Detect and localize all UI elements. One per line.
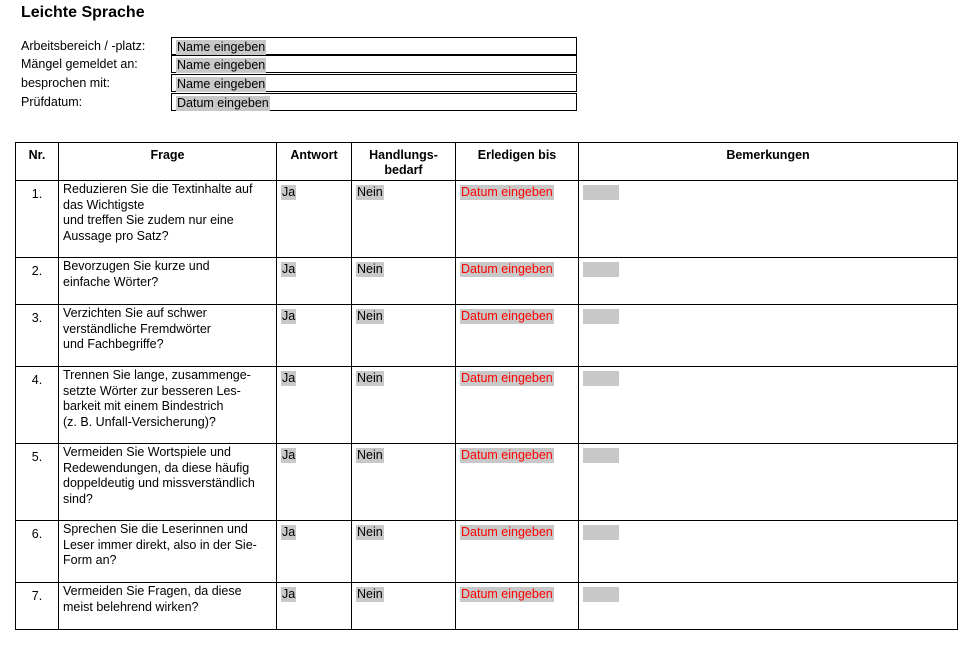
answer-dropdown[interactable]: Ja bbox=[282, 371, 296, 385]
row-question bbox=[59, 583, 277, 630]
action-needed-dropdown[interactable]: Nein bbox=[357, 185, 383, 199]
row-answer-cell[interactable] bbox=[277, 181, 352, 258]
row-action-needed-cell[interactable] bbox=[352, 367, 456, 444]
table-row bbox=[16, 181, 958, 258]
row-action-needed-cell[interactable] bbox=[352, 444, 456, 521]
due-date-field[interactable]: Datum eingeben bbox=[461, 587, 553, 601]
row-action-needed-cell[interactable] bbox=[352, 305, 456, 367]
meta-value-besprochen[interactable]: Name eingeben bbox=[177, 77, 266, 91]
row-answer-cell[interactable] bbox=[277, 444, 352, 521]
action-needed-dropdown[interactable]: Nein bbox=[357, 587, 383, 601]
row-question bbox=[59, 444, 277, 521]
row-action-needed-cell[interactable] bbox=[352, 583, 456, 630]
question-line: Form an? bbox=[63, 553, 117, 567]
row-due-date-cell[interactable] bbox=[456, 521, 579, 583]
row-remarks-cell[interactable] bbox=[579, 305, 958, 367]
document-title: Leichte Sprache bbox=[21, 4, 145, 21]
action-needed-dropdown[interactable]: Nein bbox=[357, 448, 383, 462]
question-line: Vermeiden Sie Wortspiele und bbox=[63, 445, 231, 459]
meta-value-arbeitsbereich[interactable]: Name eingeben bbox=[177, 40, 266, 54]
action-needed-dropdown[interactable]: Nein bbox=[357, 371, 383, 385]
table-row bbox=[16, 444, 958, 521]
row-due-date-cell[interactable] bbox=[456, 258, 579, 305]
row-answer-cell[interactable] bbox=[277, 367, 352, 444]
row-number: 1. bbox=[16, 181, 59, 258]
table-row bbox=[16, 367, 958, 444]
remarks-field[interactable] bbox=[583, 587, 619, 602]
due-date-field[interactable]: Datum eingeben bbox=[461, 448, 553, 462]
row-action-needed-cell[interactable] bbox=[352, 181, 456, 258]
header-erledigen: Erledigen bis bbox=[456, 143, 579, 181]
meta-field-besprochen[interactable] bbox=[171, 74, 577, 92]
meta-label-besprochen: besprochen mit: bbox=[21, 76, 110, 90]
answer-dropdown[interactable]: Ja bbox=[282, 309, 296, 323]
question-line: Bevorzugen Sie kurze und bbox=[63, 259, 210, 273]
remarks-field[interactable] bbox=[583, 309, 619, 324]
action-needed-dropdown[interactable]: Nein bbox=[357, 309, 383, 323]
table-header-row bbox=[16, 143, 958, 181]
meta-label-arbeitsbereich: Arbeitsbereich / -platz: bbox=[21, 39, 146, 53]
question-line: setzte Wörter zur besseren Les- bbox=[63, 383, 241, 398]
due-date-field[interactable]: Datum eingeben bbox=[461, 262, 553, 276]
meta-label-maengel: Mängel gemeldet an: bbox=[21, 57, 138, 71]
row-remarks-cell[interactable] bbox=[579, 583, 958, 630]
row-number: 6. bbox=[16, 521, 59, 583]
row-action-needed-cell[interactable] bbox=[352, 258, 456, 305]
row-due-date-cell[interactable] bbox=[456, 305, 579, 367]
question-line: Sprechen Sie die Leserinnen und bbox=[63, 522, 248, 536]
remarks-field[interactable] bbox=[583, 371, 619, 386]
due-date-field[interactable]: Datum eingeben bbox=[461, 309, 553, 323]
header-handlungsbedarf-line2: bedarf bbox=[384, 163, 423, 177]
header-frage: Frage bbox=[59, 143, 277, 181]
remarks-field[interactable] bbox=[583, 525, 619, 540]
question-line: barkeit mit einem Bindestrich bbox=[63, 399, 224, 413]
question-line: Trennen Sie lange, zusammenge- bbox=[63, 368, 251, 382]
question-line: Verzichten Sie auf schwer bbox=[63, 306, 207, 320]
table-row bbox=[16, 521, 958, 583]
meta-value-pruefdatum[interactable]: Datum eingeben bbox=[177, 96, 269, 110]
row-question bbox=[59, 181, 277, 258]
question-line: sind? bbox=[63, 491, 93, 506]
row-due-date-cell[interactable] bbox=[456, 583, 579, 630]
remarks-field[interactable] bbox=[583, 185, 619, 200]
row-question bbox=[59, 367, 277, 444]
row-number: 5. bbox=[16, 444, 59, 521]
answer-dropdown[interactable]: Ja bbox=[282, 262, 296, 276]
remarks-field[interactable] bbox=[583, 262, 619, 277]
row-remarks-cell[interactable] bbox=[579, 367, 958, 444]
remarks-field[interactable] bbox=[583, 448, 619, 463]
checklist-table bbox=[15, 142, 958, 630]
header-bemerkungen: Bemerkungen bbox=[579, 143, 958, 181]
row-number: 4. bbox=[16, 367, 59, 444]
row-due-date-cell[interactable] bbox=[456, 367, 579, 444]
meta-value-maengel[interactable]: Name eingeben bbox=[177, 58, 266, 72]
due-date-field[interactable]: Datum eingeben bbox=[461, 185, 553, 199]
answer-dropdown[interactable]: Ja bbox=[282, 525, 296, 539]
row-remarks-cell[interactable] bbox=[579, 181, 958, 258]
due-date-field[interactable]: Datum eingeben bbox=[461, 371, 553, 385]
question-line: Reduzieren Sie die Textinhalte auf bbox=[63, 182, 253, 196]
row-remarks-cell[interactable] bbox=[579, 521, 958, 583]
row-answer-cell[interactable] bbox=[277, 521, 352, 583]
question-line: Leser immer direkt, also in der Sie- bbox=[63, 537, 257, 552]
meta-field-arbeitsbereich[interactable] bbox=[171, 37, 577, 55]
row-remarks-cell[interactable] bbox=[579, 444, 958, 521]
header-antwort: Antwort bbox=[277, 143, 352, 181]
row-answer-cell[interactable] bbox=[277, 305, 352, 367]
row-due-date-cell[interactable] bbox=[456, 181, 579, 258]
row-due-date-cell[interactable] bbox=[456, 444, 579, 521]
row-question bbox=[59, 258, 277, 305]
row-action-needed-cell[interactable] bbox=[352, 521, 456, 583]
question-line: Vermeiden Sie Fragen, da diese bbox=[63, 584, 242, 598]
header-handlungsbedarf-line1: Handlungs- bbox=[369, 148, 438, 162]
action-needed-dropdown[interactable]: Nein bbox=[357, 262, 383, 276]
meta-field-maengel[interactable] bbox=[171, 55, 577, 73]
question-line: das Wichtigste bbox=[63, 197, 145, 212]
question-line: einfache Wörter? bbox=[63, 274, 159, 289]
question-line: und treffen Sie zudem nur eine bbox=[63, 213, 234, 227]
due-date-field[interactable]: Datum eingeben bbox=[461, 525, 553, 539]
row-number: 7. bbox=[16, 583, 59, 630]
table-row bbox=[16, 583, 958, 630]
row-answer-cell[interactable] bbox=[277, 583, 352, 630]
question-line: doppeldeutig und missverständlich bbox=[63, 476, 255, 490]
table-row bbox=[16, 305, 958, 367]
header-nr: Nr. bbox=[16, 143, 59, 181]
row-number: 3. bbox=[16, 305, 59, 367]
row-question bbox=[59, 521, 277, 583]
row-question bbox=[59, 305, 277, 367]
action-needed-dropdown[interactable]: Nein bbox=[357, 525, 383, 539]
meta-label-pruefdatum: Prüfdatum: bbox=[21, 95, 83, 109]
row-number: 2. bbox=[16, 258, 59, 305]
question-line: Redewendungen, da diese häufig bbox=[63, 460, 250, 475]
row-remarks-cell[interactable] bbox=[579, 258, 958, 305]
header-handlungsbedarf bbox=[352, 143, 456, 181]
question-line: und Fachbegriffe? bbox=[63, 337, 164, 351]
row-answer-cell[interactable] bbox=[277, 258, 352, 305]
table-row bbox=[16, 258, 958, 305]
answer-dropdown[interactable]: Ja bbox=[282, 448, 296, 462]
meta-field-pruefdatum[interactable] bbox=[171, 93, 577, 111]
question-line: Aussage pro Satz? bbox=[63, 228, 169, 243]
answer-dropdown[interactable]: Ja bbox=[282, 587, 296, 601]
question-line: meist belehrend wirken? bbox=[63, 599, 199, 614]
answer-dropdown[interactable]: Ja bbox=[282, 185, 296, 199]
question-line: (z. B. Unfall-Versicherung)? bbox=[63, 414, 216, 429]
question-line: verständliche Fremdwörter bbox=[63, 321, 211, 336]
